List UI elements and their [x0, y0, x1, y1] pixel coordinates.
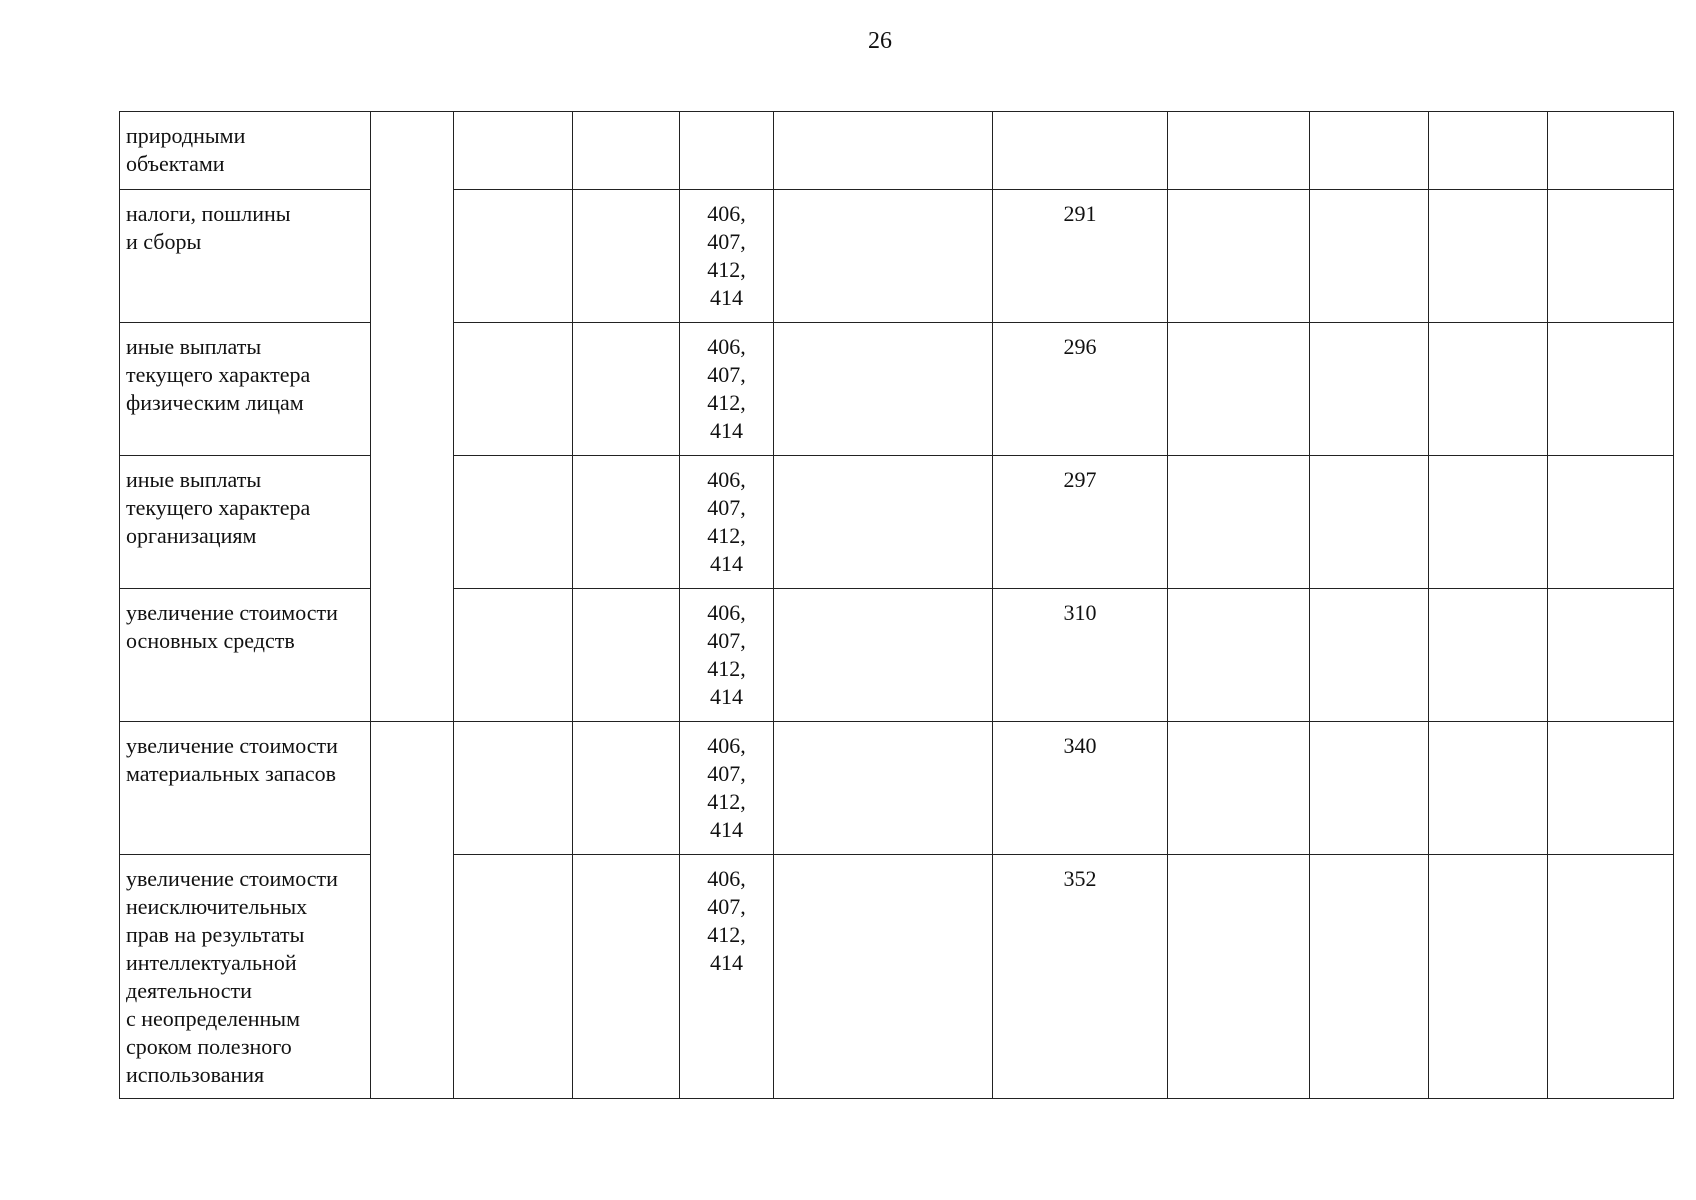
empty-cell	[1310, 456, 1429, 589]
budget-table	[119, 111, 1674, 1099]
codes-cell: 406, 407, 412, 414	[680, 855, 774, 1099]
empty-cell	[454, 190, 573, 323]
kosgu-cell: 340	[993, 722, 1168, 855]
empty-cell	[1429, 589, 1548, 722]
empty-cell	[1548, 190, 1674, 323]
empty-cell	[1429, 323, 1548, 456]
kosgu-cell	[993, 112, 1168, 190]
empty-cell	[454, 456, 573, 589]
empty-cell	[1548, 589, 1674, 722]
table-row	[120, 722, 1674, 855]
row-name-cell: природными объектами	[120, 112, 371, 190]
empty-cell	[1168, 323, 1310, 456]
empty-cell	[454, 323, 573, 456]
empty-cell	[1429, 190, 1548, 323]
codes-cell	[680, 112, 774, 190]
empty-cell	[1310, 112, 1429, 190]
empty-cell	[1310, 190, 1429, 323]
codes-cell: 406, 407, 412, 414	[680, 722, 774, 855]
group-cell	[371, 112, 454, 722]
empty-cell	[774, 456, 993, 589]
empty-cell	[573, 323, 680, 456]
empty-cell	[1429, 855, 1548, 1099]
kosgu-cell: 352	[993, 855, 1168, 1099]
table-row	[120, 112, 1674, 190]
empty-cell	[1429, 456, 1548, 589]
empty-cell	[1168, 112, 1310, 190]
row-name-cell: иные выплаты текущего характера организациям	[120, 456, 371, 589]
row-name-cell: увеличение стоимости материальных запасов	[120, 722, 371, 855]
table-row	[120, 323, 1674, 456]
empty-cell	[1310, 855, 1429, 1099]
kosgu-cell: 297	[993, 456, 1168, 589]
row-name-cell: налоги, пошлины и сборы	[120, 190, 371, 323]
empty-cell	[1548, 722, 1674, 855]
empty-cell	[1429, 112, 1548, 190]
empty-cell	[774, 323, 993, 456]
empty-cell	[774, 855, 993, 1099]
kosgu-cell: 291	[993, 190, 1168, 323]
table-row	[120, 855, 1674, 1099]
empty-cell	[1310, 323, 1429, 456]
empty-cell	[1168, 190, 1310, 323]
empty-cell	[774, 190, 993, 323]
empty-cell	[454, 855, 573, 1099]
kosgu-cell: 310	[993, 589, 1168, 722]
empty-cell	[1310, 722, 1429, 855]
empty-cell	[454, 722, 573, 855]
empty-cell	[1548, 855, 1674, 1099]
empty-cell	[573, 190, 680, 323]
empty-cell	[573, 112, 680, 190]
empty-cell	[1429, 722, 1548, 855]
empty-cell	[573, 456, 680, 589]
empty-cell	[1310, 589, 1429, 722]
empty-cell	[1168, 855, 1310, 1099]
codes-cell: 406, 407, 412, 414	[680, 190, 774, 323]
empty-cell	[573, 589, 680, 722]
codes-cell: 406, 407, 412, 414	[680, 323, 774, 456]
codes-cell: 406, 407, 412, 414	[680, 456, 774, 589]
row-name-cell: увеличение стоимости основных средств	[120, 589, 371, 722]
group-cell	[371, 722, 454, 1099]
empty-cell	[454, 589, 573, 722]
page-number: 26	[868, 28, 892, 54]
kosgu-cell: 296	[993, 323, 1168, 456]
empty-cell	[1168, 722, 1310, 855]
empty-cell	[1168, 589, 1310, 722]
empty-cell	[1548, 323, 1674, 456]
row-name-cell: увеличение стоимости неисключительных прав на результаты интеллектуальной деятельности с неопределенным сроком полезного использования	[120, 855, 371, 1099]
empty-cell	[1548, 112, 1674, 190]
row-name-cell: иные выплаты текущего характера физическим лицам	[120, 323, 371, 456]
table-row	[120, 190, 1674, 323]
empty-cell	[774, 589, 993, 722]
empty-cell	[454, 112, 573, 190]
empty-cell	[774, 722, 993, 855]
codes-cell: 406, 407, 412, 414	[680, 589, 774, 722]
empty-cell	[1548, 456, 1674, 589]
empty-cell	[1168, 456, 1310, 589]
empty-cell	[573, 855, 680, 1099]
table-row	[120, 456, 1674, 589]
empty-cell	[774, 112, 993, 190]
table-row	[120, 589, 1674, 722]
empty-cell	[573, 722, 680, 855]
